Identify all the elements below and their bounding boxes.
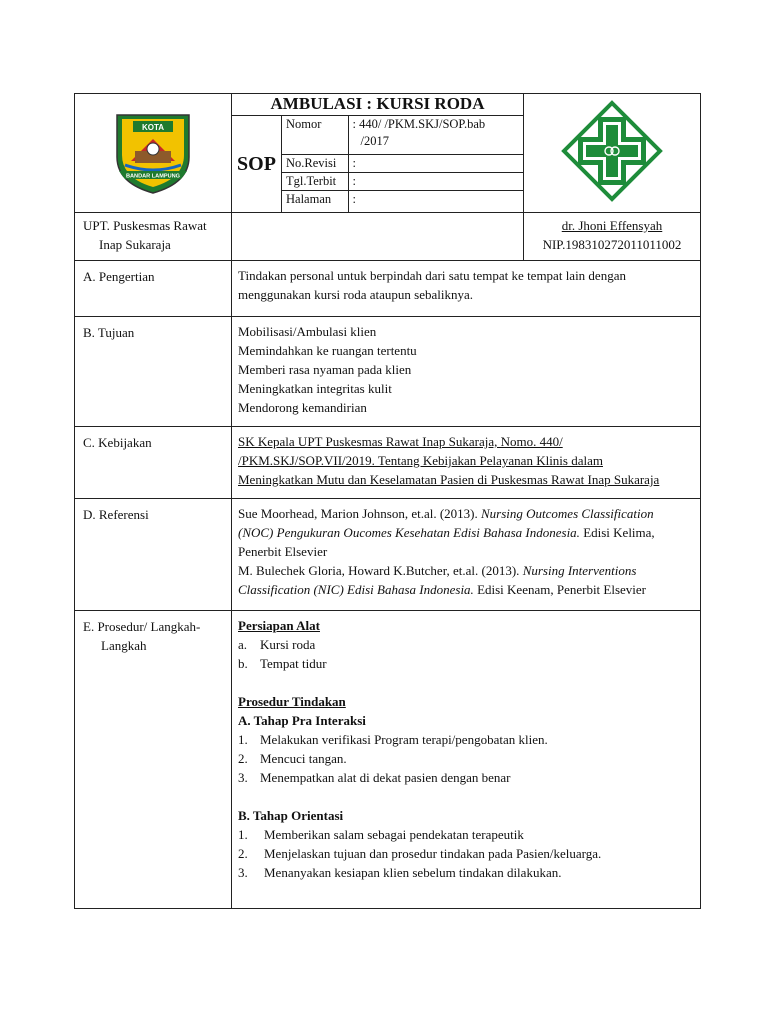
meta-value-halaman: : [348, 190, 523, 212]
list-item: b. Tempat tidur [238, 656, 327, 671]
list-item: 1. Memberikan salam sebagai pendekatan terapeutik [238, 827, 524, 842]
list-item: 3. Menempatkan alat di dekat pasien dengan benar [238, 770, 511, 785]
section-d-label: D. Referensi [75, 499, 232, 611]
meta-table [282, 116, 523, 212]
section-a-label: A. Pengertian [75, 261, 232, 317]
signer-nip: NIP.198310272011011002 [542, 237, 682, 252]
city-logo-cell [75, 94, 232, 213]
meta-value-nomor: : 440/ /PKM.SKJ/SOP.bab /2017 [348, 116, 523, 154]
sop-table [74, 93, 701, 909]
sop-label: SOP [232, 116, 282, 213]
org-name: UPT. Puskesmas Rawat Inap Sukaraja [75, 213, 232, 261]
section-d-content: Sue Moorhead, Marion Johnson, et.al. (2013). Nursing Outcomes Classification (NOC) Pengukuran Oucomes Kesehatan Edisi Bahasa Indonesia. Edisi Kelima, Penerbit Elsevier M. Bulechek Gloria, Howard K.Butcher, et.al. (2013). Nursing Interventions Classification (NIC) Edisi Bahasa Indonesia. Edisi Keenam, Penerbit Elsevier [232, 499, 701, 611]
meta-cell [282, 116, 524, 213]
list-item: a. Kursi roda [238, 637, 316, 652]
section-c-label: C. Kebijakan [75, 427, 232, 499]
list-item: 1. Melakukan verifikasi Program terapi/pengobatan klien. [238, 732, 548, 747]
meta-label-nomor: Nomor [282, 116, 348, 154]
bandar-lampung-emblem-icon [105, 105, 201, 197]
meta-label-halaman: Halaman [282, 190, 348, 212]
section-c-content: SK Kepala UPT Puskesmas Rawat Inap Sukaraja, Nomo. 440/ /PKM.SKJ/SOP.VII/2019. Tentang Kebijakan Pelayanan Klinis dalam Meningkatkan Mutu dan Keselamatan Pasien di Puskesmas Rawat Inap Sukaraja [232, 427, 701, 499]
meta-label-terbit: Tgl.Terbit [282, 172, 348, 190]
signer-name: dr. Jhoni Effensyah [561, 218, 663, 233]
meta-value-revisi: : [348, 154, 523, 172]
list-item: 3. Menanyakan kesiapan klien sebelum tindakan dilakukan. [238, 865, 562, 880]
org-spacer [232, 213, 524, 261]
prosedur-title: Prosedur Tindakan [238, 694, 346, 709]
orientasi-title: B. Tahap Orientasi [238, 808, 344, 823]
puskesmas-cross-icon [560, 99, 664, 203]
section-b-label: B. Tujuan [75, 317, 232, 427]
pra-interaksi-title: A. Tahap Pra Interaksi [238, 713, 366, 728]
list-item: 2. Menjelaskan tujuan dan prosedur tindakan pada Pasien/keluarga. [238, 846, 602, 861]
section-b-content: Mobilisasi/Ambulasi klien Memindahkan ke ruangan tertentu Memberi rasa nyaman pada klien Meningkatkan integritas kulit Mendorong kemandirian [232, 317, 701, 427]
svg-text:KOTA: KOTA [141, 122, 165, 132]
meta-label-revisi: No.Revisi [282, 154, 348, 172]
signer-block [524, 213, 701, 261]
persiapan-title: Persiapan Alat [238, 618, 320, 633]
section-a-content: Tindakan personal untuk berpindah dari satu tempat ke tempat lain dengan menggunakan kursi roda ataupun sebaliknya. [232, 261, 701, 317]
sop-document [74, 93, 700, 909]
svg-text:BANDAR LAMPUNG: BANDAR LAMPUNG [125, 173, 181, 179]
puskesmas-logo-cell [524, 94, 701, 213]
list-item: 2. Mencuci tangan. [238, 751, 347, 766]
section-e-label: E. Prosedur/ Langkah- Langkah [75, 611, 232, 909]
document-title: AMBULASI : KURSI RODA [232, 94, 524, 116]
section-e-content [232, 611, 701, 909]
meta-value-terbit: : [348, 172, 523, 190]
